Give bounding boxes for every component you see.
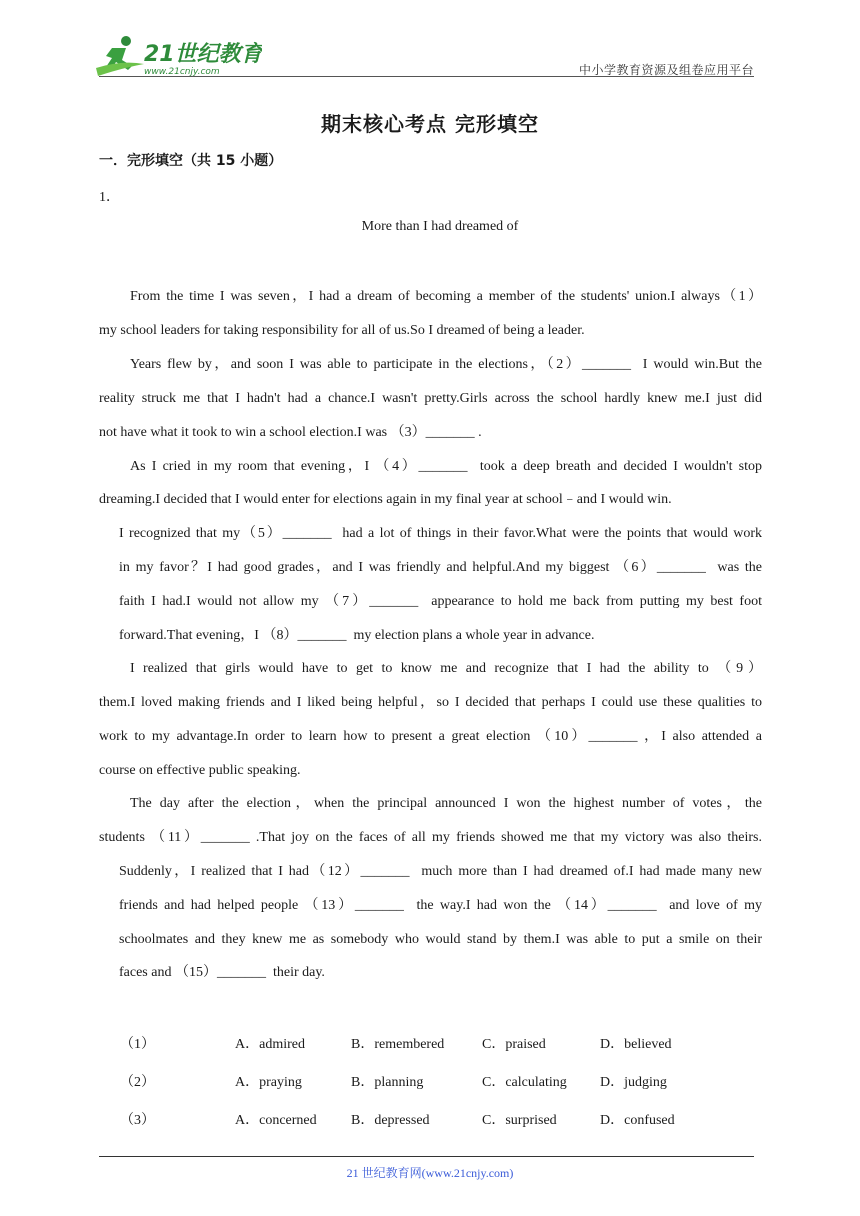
passage-line: in my favor？I had good grades，and I was friendly and helpful.And my biggest （6）_______ was the bbox=[119, 560, 762, 575]
option-c[interactable]: C．calculating bbox=[482, 1075, 567, 1090]
document-title: 期末核心考点 完形填空 bbox=[321, 112, 539, 136]
passage-line: Years flew by，and soon I was able to participate in the elections，（2）_______ I would win.But the bbox=[130, 357, 762, 372]
section-heading: 一．完形填空（共 15 小题） bbox=[99, 153, 283, 169]
passage-title: More than I had dreamed of bbox=[361, 219, 519, 234]
svg-text:www.21cnjy.com: www.21cnjy.com bbox=[144, 67, 220, 77]
passage-line: The day after the election，when the principal announced I won the highest number of votes，the bbox=[130, 796, 762, 811]
passage-line: reality struck me that I hadn't had a chance.I wasn't pretty.Girls across the school hardly knew me.I just did bbox=[99, 391, 762, 406]
option-number: （2） bbox=[120, 1075, 155, 1090]
passage-line: them.I loved making friends and I liked being helpful，so I decided that perhaps I could use these qualities to bbox=[99, 695, 762, 710]
passage-line: Suddenly，I realized that I had（12）_______ much more than I had dreamed of.I had made many new bbox=[119, 864, 762, 879]
platform-name: 中小学教育资源及组卷应用平台 bbox=[578, 63, 754, 77]
passage-line: friends and had helped people （13）_______ the way.I had won the （14）_______ and love of my bbox=[119, 898, 762, 913]
passage-line: faces and （15）_______ their day. bbox=[119, 965, 325, 980]
option-number: （3） bbox=[120, 1113, 155, 1128]
passage-line: work to my advantage.In order to learn how to present a great election （10）_______ ，I also attended a bbox=[99, 729, 762, 744]
option-d[interactable]: D．confused bbox=[600, 1113, 675, 1128]
footer-link[interactable]: 21 世纪教育网(www.21cnjy.com) bbox=[346, 1166, 514, 1180]
question-number: 1． bbox=[99, 190, 120, 205]
passage-line: dreaming.I decided that I would enter for elections again in my final year at school﹣and I would win. bbox=[99, 492, 672, 507]
option-d[interactable]: D．judging bbox=[600, 1075, 667, 1090]
passage-line: faith I had.I would not allow my （7）_______ appearance to hold me back from putting my best foot bbox=[119, 594, 762, 609]
site-logo bbox=[92, 34, 262, 78]
option-a[interactable]: A．admired bbox=[235, 1037, 305, 1052]
passage-line: forward.That evening，I （8）_______ my election plans a whole year in advance. bbox=[119, 628, 595, 643]
passage-line: As I cried in my room that evening，I （4）_______ took a deep breath and decided I wouldn't stop bbox=[130, 459, 762, 474]
option-c[interactable]: C．praised bbox=[482, 1037, 546, 1052]
passage-line: not have what it took to win a school election.I was （3）_______ . bbox=[99, 425, 482, 440]
option-d[interactable]: D．believed bbox=[600, 1037, 672, 1052]
footer-divider bbox=[99, 1156, 754, 1157]
passage-line: I recognized that my（5）_______ had a lot of things in their favor.What were the points that would work bbox=[119, 526, 762, 541]
option-a[interactable]: A．concerned bbox=[235, 1113, 317, 1128]
option-a[interactable]: A．praying bbox=[235, 1075, 302, 1090]
passage-line: course on effective public speaking. bbox=[99, 763, 301, 778]
option-c[interactable]: C．surprised bbox=[482, 1113, 557, 1128]
option-b[interactable]: B．depressed bbox=[351, 1113, 430, 1128]
passage-line: From the time I was seven，I had a dream of becoming a member of the students' union.I always（1） bbox=[130, 289, 762, 304]
passage-line: my school leaders for taking responsibility for all of us.So I dreamed of being a leader. bbox=[99, 323, 585, 338]
runner-logo-icon bbox=[92, 34, 262, 78]
header-divider bbox=[99, 76, 754, 77]
passage-line: students （11）_______ .That joy on the faces of all my friends showed me that my victory was also theirs. bbox=[99, 830, 762, 845]
svg-text:21世纪教育: 21世纪教育 bbox=[144, 42, 262, 67]
option-b[interactable]: B．remembered bbox=[351, 1037, 445, 1052]
passage-line: I realized that girls would have to get to know me and recognize that I had the ability to （9） bbox=[130, 661, 762, 676]
passage-line: schoolmates and they knew me as somebody who would stand by them.I was able to put a smile on their bbox=[119, 932, 762, 947]
option-number: （1） bbox=[120, 1037, 155, 1052]
option-b[interactable]: B．planning bbox=[351, 1075, 424, 1090]
